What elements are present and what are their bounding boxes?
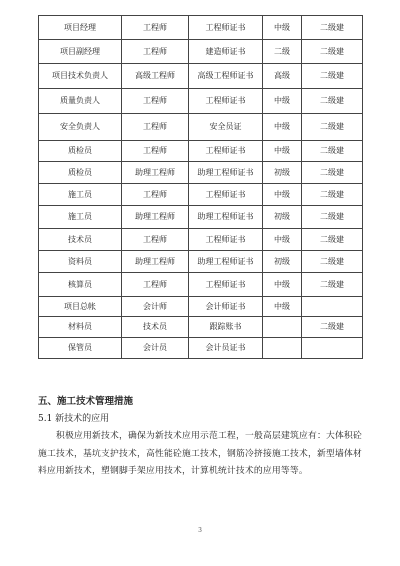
table-cell: 材料员: [39, 317, 122, 338]
table-cell: 助理工程师证书: [189, 251, 263, 273]
table-cell: 中级: [263, 229, 302, 251]
staff-qualification-table: [38, 15, 363, 359]
table-cell: 质检员: [39, 162, 122, 184]
table-cell: 安全员证: [189, 114, 263, 141]
body-paragraph: 积极应用新技术，确保为新技术应用示范工程，一般高层建筑应有：大体积砼施工技术，基坑支护技术，高性能砼施工技术，钢筋冷挤接施工技术，新型墙体材料应用新技术，塑钢脚手架应用技术，计算机统计技术的应用等等。: [38, 431, 362, 476]
table-row: [39, 206, 363, 229]
table-row: [39, 16, 363, 40]
table-cell: 中级: [263, 114, 302, 141]
table-row: [39, 251, 363, 273]
table-cell: 质检员: [39, 141, 122, 162]
table-cell: 中级: [263, 16, 302, 40]
table-cell: 助理工程师: [122, 206, 189, 229]
table-row: [39, 141, 363, 162]
table-row: [39, 89, 363, 114]
table-cell: 项目经理: [39, 16, 122, 40]
table-cell: 工程师: [122, 273, 189, 297]
table-cell: 中级: [263, 141, 302, 162]
table-cell: 助理工程师: [122, 251, 189, 273]
table-cell: 工程师证书: [189, 184, 263, 206]
table-cell: 二级建: [302, 141, 363, 162]
table-cell: 二级建: [302, 273, 363, 297]
table-cell: 工程师: [122, 40, 189, 64]
table-cell: 核算员: [39, 273, 122, 297]
staff-table-body: [39, 16, 363, 359]
table-cell: 二级建: [302, 64, 363, 89]
table-cell: 二级建: [302, 162, 363, 184]
table-cell: 二级建: [302, 206, 363, 229]
table-cell: 会计师证书: [189, 297, 263, 317]
table-row: [39, 114, 363, 141]
table-cell: 二级建: [302, 40, 363, 64]
table-cell: 二级建: [302, 317, 363, 338]
table-cell: 工程师证书: [189, 16, 263, 40]
table-cell: 工程师: [122, 141, 189, 162]
table-cell: 安全负责人: [39, 114, 122, 141]
table-cell: 保管员: [39, 338, 122, 359]
table-cell: 会计员证书: [189, 338, 263, 359]
table-row: [39, 338, 363, 359]
table-cell: 助理工程师证书: [189, 162, 263, 184]
table-cell: 项目总帐: [39, 297, 122, 317]
table-cell: 工程师证书: [189, 89, 263, 114]
table-cell: 工程师: [122, 89, 189, 114]
table-cell: 会计师: [122, 297, 189, 317]
table-cell: 项目副经理: [39, 40, 122, 64]
table-cell: [302, 297, 363, 317]
table-row: [39, 297, 363, 317]
table-cell: 工程师证书: [189, 141, 263, 162]
table-cell: [263, 317, 302, 338]
table-cell: 技术员: [122, 317, 189, 338]
table-cell: 二级建: [302, 16, 363, 40]
table-cell: 二级建: [302, 229, 363, 251]
table-row: [39, 317, 363, 338]
table-cell: 质量负责人: [39, 89, 122, 114]
table-cell: 资料员: [39, 251, 122, 273]
table-cell: 高级工程师: [122, 64, 189, 89]
table-row: [39, 64, 363, 89]
table-row: [39, 273, 363, 297]
table-cell: 工程师: [122, 229, 189, 251]
table-row: [39, 40, 363, 64]
table-cell: 建造师证书: [189, 40, 263, 64]
table-cell: 二级建: [302, 114, 363, 141]
table-cell: 初级: [263, 162, 302, 184]
table-row: [39, 184, 363, 206]
section-title: 五、施工技术管理措施: [38, 396, 134, 407]
table-cell: 技术员: [39, 229, 122, 251]
table-cell: 二级: [263, 40, 302, 64]
table-cell: 助理工程师: [122, 162, 189, 184]
table-cell: 工程师: [122, 16, 189, 40]
table-cell: [302, 338, 363, 359]
table-cell: 工程师证书: [189, 229, 263, 251]
table-cell: 施工员: [39, 206, 122, 229]
table-row: [39, 162, 363, 184]
table-cell: 初级: [263, 206, 302, 229]
table-cell: 施工员: [39, 184, 122, 206]
table-cell: 二级建: [302, 251, 363, 273]
table-cell: 高级工程师证书: [189, 64, 263, 89]
table-cell: [263, 338, 302, 359]
table-cell: 中级: [263, 297, 302, 317]
table-cell: 中级: [263, 89, 302, 114]
table-cell: 工程师证书: [189, 273, 263, 297]
table-cell: 中级: [263, 273, 302, 297]
table-cell: 二级建: [302, 89, 363, 114]
table-cell: 高级: [263, 64, 302, 89]
table-cell: 助理工程师证书: [189, 206, 263, 229]
table-cell: 中级: [263, 184, 302, 206]
table-row: [39, 229, 363, 251]
subsection-title: 5.1 新技术的应用: [38, 414, 110, 424]
table-cell: 工程师: [122, 114, 189, 141]
table-cell: 二级建: [302, 184, 363, 206]
table-cell: 项目技术负责人: [39, 64, 122, 89]
table-cell: 初级: [263, 251, 302, 273]
table-cell: 工程师: [122, 184, 189, 206]
page-number: 3: [198, 527, 202, 534]
table-cell: 跟踪账书: [189, 317, 263, 338]
table-cell: 会计员: [122, 338, 189, 359]
